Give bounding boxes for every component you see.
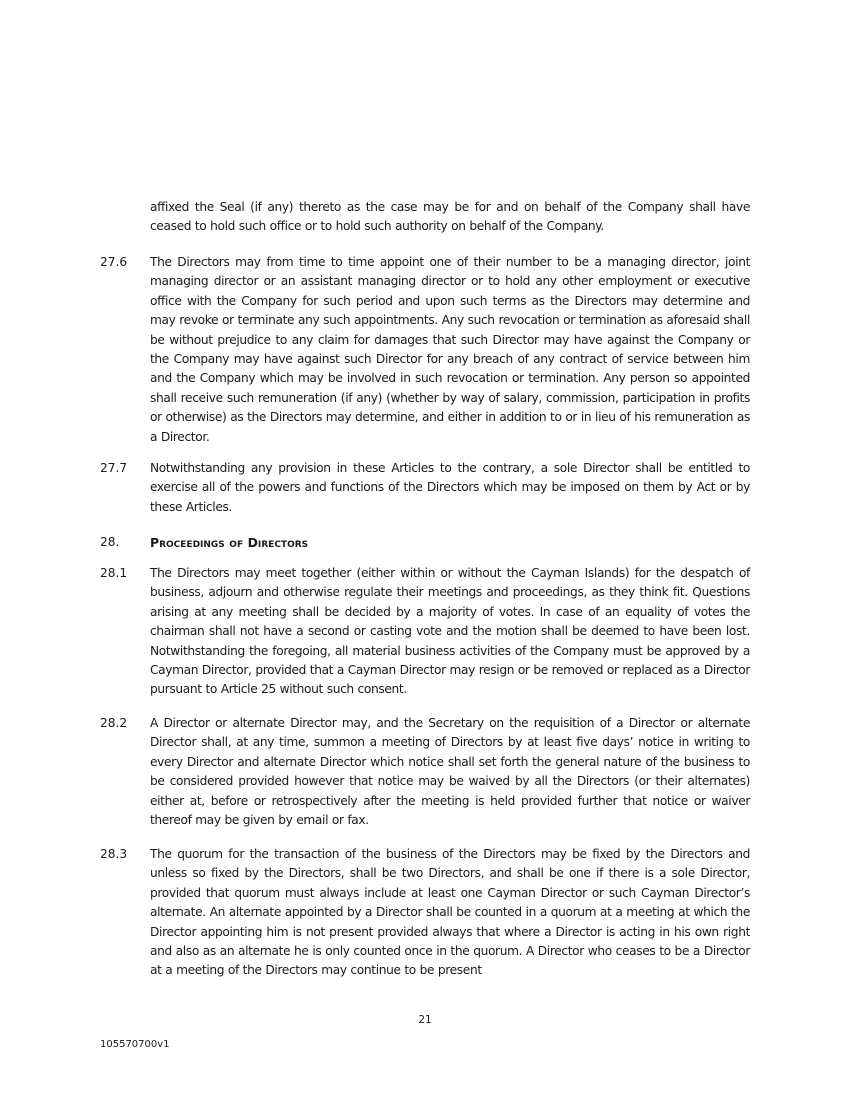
clause-number: 28.2 [100,716,128,730]
clause-text: The Directors may from time to time appoint one of their number to be a managing director, joint managing director or an assistant managing director or to hold any other employment or executive office with the Company for such period and upon such terms as the Directors may determine and may revoke or terminate any such appointments. Any such revocation or termination as aforesaid shall be without prejudice to any claim for damages that such Director may have against the Company or the Company may have against such Director for any breach of any contract of service between him and the Company which may be involved in such revocation or termination. Any person so appointed shall receive such remuneration (if any) (whether by way of salary, commission, participation in profits or otherwise) as the Directors may determine, and either in addition to or in lieu of his remuneration as a Director. [150,255,750,444]
clause-text: The quorum for the transaction of the business of the Directors may be fixed by the Directors and unless so fixed by the Directors, shall be two Directors, and shall be one if there is a sole Director, provided that quorum must always include at least one Cayman Director or such Cayman Director’s alternate. An alternate appointed by a Director shall be counted in a quorum at a meeting at which the Director appointing him is not present provided always that where a Director is acting in his own right and also as an alternate he is only counted once in the quorum. A Director who ceases to be a Director at a meeting of the Directors may continue to be present [150,847,750,978]
clause-text: A Director or alternate Director may, and the Secretary on the requisition of a Director or alternate Director shall, at any time, summon a meeting of Directors by at least five days’ notice in writing to every Director and alternate Director which notice shall set forth the general nature of the business to be considered provided however that notice may be waived by all the Directors (or their alternates) either at, before or retrospectively after the meeting is held provided further that notice or waiver thereof may be given by email or fax. [150,716,750,828]
clause-28-2 [100,714,750,830]
clause-number: 28.1 [100,566,128,580]
section-number: 28. [100,535,120,549]
section-heading: Proceedings of Directors [150,535,309,550]
page-number: 21 [418,1014,432,1026]
clause-text: Notwithstanding any provision in these Articles to the contrary, a sole Director shall be entitled to exercise all of the powers and functions of the Directors which may be imposed on them by Act or by these Articles. [150,461,750,514]
clause-number: 27.6 [100,255,128,269]
clause-text: The Directors may meet together (either within or without the Cayman Islands) for the despatch of business, adjourn and otherwise regulate their meetings and proceedings, as they think fit. Questions arising at any meeting shall be decided by a majority of votes. In case of an equality of votes the chairman shall not have a second or casting vote and the motion shall be deemed to have been lost. Notwithstanding the foregoing, all material business activities of the Company must be approved by a Cayman Director, provided that a Cayman Director may resign or be removed or replaced as a Director pursuant to Article 25 without such consent. [150,566,750,697]
document-id: 105570700v1 [100,1039,170,1050]
continuation-paragraph [100,198,750,237]
clause-27-7 [100,459,750,517]
clause-number: 28.3 [100,847,128,861]
paragraph-text: affixed the Seal (if any) thereto as the case may be for and on behalf of the Company shall have ceased to hold such office or to hold such authority on behalf of the Company. [150,200,750,234]
clause-number: 27.7 [100,461,128,475]
section-28-heading [100,533,750,552]
clause-28-1 [100,564,750,700]
clause-28-3 [100,845,750,981]
clause-27-6 [100,253,750,447]
